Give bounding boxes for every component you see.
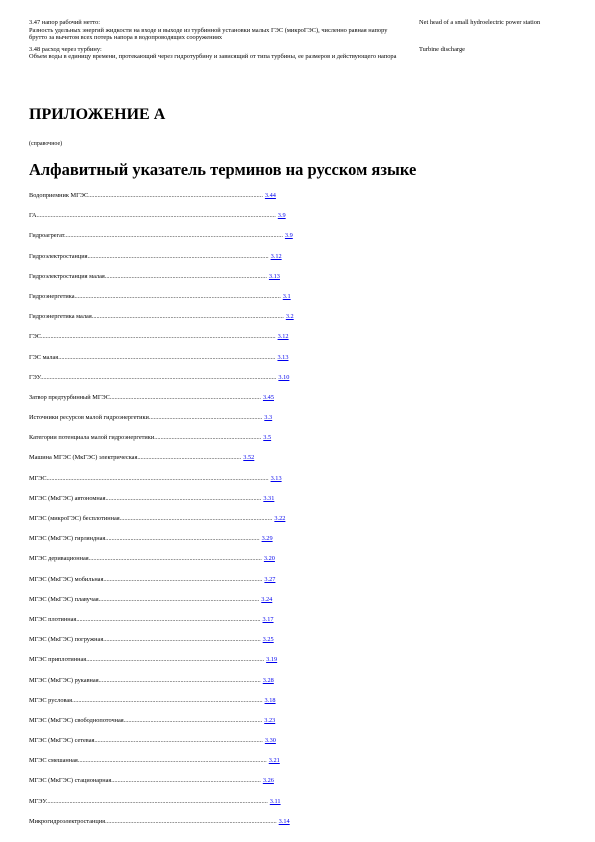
index-leader-dots: ................................................................................................... [105, 494, 262, 502]
index-leader-dots: ........................................................................ [148, 414, 263, 422]
index-leader-dots: ...................................................................................................... [98, 595, 260, 603]
index-ref-link[interactable]: 3.14 [278, 817, 290, 825]
index-term: МГЭС (МкГЭС) мобильная [29, 575, 104, 583]
index-ref-link[interactable]: 3.23 [264, 716, 276, 724]
index-ref-link[interactable]: 3.13 [277, 353, 289, 361]
index-leader-dots: ................................................................................................ [109, 393, 261, 401]
index-ref-link[interactable]: 3.10 [278, 373, 290, 381]
appendix-title: ПРИЛОЖЕНИЕ А [29, 106, 166, 123]
index-entry [29, 596, 569, 616]
index-leader-dots: ....................................................................................................... [98, 676, 261, 684]
index-entry [29, 717, 569, 737]
index-entry [29, 576, 569, 596]
index-leader-dots: .................................................................................................... [103, 636, 261, 644]
index-term: Гидроагрегат [29, 232, 65, 240]
index-leader-dots: ................................................................................................. [119, 515, 273, 522]
index-leader-dots: .......................................................................................................................................... [58, 353, 276, 361]
index-entry [29, 616, 569, 636]
term-definition: Разность удельных энергий жидкости на входе и выходе из турбинной установки малых ГЭС (микроГЭС), численно равная напору брутто за вычетом всех потерь напора в водопроводящих сооружениях [29, 26, 388, 42]
index-leader-dots: .................................................................................................. [105, 535, 260, 543]
index-term: Источники ресурсов малой гидроэнергетики [29, 414, 149, 422]
index-ref-link[interactable]: 3.52 [243, 454, 255, 462]
term-english: Net head of a small hydroelectric power station [419, 19, 541, 26]
index-term: МГЭС смешанная [29, 757, 78, 765]
index-term: МГЭС (МкГЭС) погружная [29, 636, 104, 644]
index-leader-dots: ................................................................................................................... [87, 252, 269, 260]
index-leader-dots: ..................................................................................................................... [76, 615, 261, 623]
index-term: МГЭС плотинная [29, 615, 77, 623]
index-ref-link[interactable]: 3.9 [284, 232, 293, 240]
index-entry [29, 495, 569, 515]
index-term: МГЭС (микроГЭС) бесплотинная [29, 515, 120, 522]
index-entry [29, 192, 569, 212]
index-leader-dots: ........................................................................................................................ [77, 757, 267, 765]
index-ref-link[interactable]: 3.44 [264, 192, 276, 199]
index-leader-dots: ............................................................................................................. [105, 817, 277, 825]
index-term: Гидроэнергетика малая [29, 313, 92, 321]
index-term: Микрогидроэлектростанция [29, 817, 106, 825]
index-entry [29, 555, 569, 575]
index-entry [29, 798, 569, 818]
index-term: МГЭС приплотинная [29, 656, 87, 664]
index-term: ГЭУ [29, 373, 41, 381]
index-term: Водоприемник МГЭС [29, 192, 89, 199]
terms-table [29, 19, 569, 61]
index-ref-link[interactable]: 3.12 [277, 333, 289, 341]
index-term: МГЭС (МкГЭС) свободнопоточная [29, 716, 124, 724]
index-term: МГЭС (МкГЭС) сетевая [29, 737, 95, 745]
index-term: ГА [29, 212, 37, 220]
index-entry [29, 293, 569, 313]
index-entry [29, 394, 569, 414]
index-ref-link[interactable]: 3.20 [263, 555, 275, 563]
index-term: МГЭС деривационная [29, 555, 89, 563]
index-ref-link[interactable]: 3.1 [282, 292, 291, 300]
index-ref-link[interactable]: 3.13 [270, 474, 282, 482]
index-leader-dots: ............................................................................................................... [88, 192, 263, 199]
index-leader-dots: ........................................................................................................................................................ [36, 212, 276, 220]
index-term: Гидроэлектростанция [29, 252, 88, 260]
index-leader-dots: ....................................................................................................... [104, 272, 267, 280]
index-term: Машина МГЭС (МкГЭС) электрическая [29, 454, 138, 462]
index-entry [29, 414, 569, 434]
index-ref-link[interactable]: 3.11 [269, 797, 281, 805]
index-leader-dots: ............................................................................................... [111, 777, 261, 785]
index-entry [29, 333, 569, 353]
term-definition: Объем воды в единицу времени, протекающий через гидротурбину и зависящий от типа турбины, ее размеров и действующего напора [29, 53, 397, 61]
index-leader-dots: ........................................................................................ [123, 716, 263, 724]
index-leader-dots: .............................................................................................................. [88, 555, 262, 563]
index-entry [29, 677, 569, 697]
index-term: МГЭС русловая [29, 696, 73, 704]
index-leader-dots: ......................................................................................................................... [72, 696, 263, 704]
index-ref-link[interactable]: 3.19 [266, 656, 278, 664]
index-ref-link[interactable]: 3.3 [264, 414, 273, 422]
index-entry [29, 737, 569, 757]
index-list [29, 192, 569, 838]
index-ref-link[interactable]: 3.29 [261, 535, 273, 543]
index-term: ГЭС малая [29, 353, 59, 361]
index-term: ГЭС [29, 333, 41, 341]
index-ref-link[interactable]: 3.30 [264, 737, 276, 745]
index-entry [29, 313, 569, 333]
index-leader-dots: ................................................................................................................................... [74, 292, 281, 300]
index-term: МГЭС (МкГЭС) автономная [29, 494, 106, 502]
term-ru [29, 19, 404, 42]
index-term: МГЭС (МкГЭС) плавучая [29, 595, 99, 603]
index-leader-dots: ............................................................................................................................................. [45, 797, 268, 805]
index-title: Алфавитный указатель терминов на русском языке [29, 160, 417, 179]
index-leader-dots: ...................................................................................................................................................... [40, 373, 277, 381]
index-leader-dots: .......................................................................................................................... [91, 313, 284, 321]
index-ref-link[interactable]: 3.45 [262, 393, 274, 401]
term-row [29, 46, 569, 61]
term-ru [29, 46, 404, 61]
index-entry [29, 777, 569, 797]
term-title: 3.48 расход через турбину: [29, 45, 102, 53]
index-ref-link[interactable]: 3.18 [264, 696, 276, 704]
index-term: МГЭС (МкГЭС) гирляндная [29, 535, 106, 543]
index-entry [29, 656, 569, 676]
term-row [29, 19, 569, 42]
index-entry [29, 374, 569, 394]
index-entry [29, 253, 569, 273]
index-ref-link[interactable]: 3.21 [268, 757, 280, 765]
index-ref-link[interactable]: 3.26 [262, 777, 274, 785]
index-leader-dots: .................................................................. [137, 454, 242, 462]
index-leader-dots: ..................................................................................................... [103, 575, 263, 583]
index-term: МГЭС (МкГЭС) рукавная [29, 676, 99, 684]
index-leader-dots: ........................................................................................................................................... [64, 232, 283, 240]
index-leader-dots: ..................................................................................................................................................... [41, 333, 276, 341]
index-entry [29, 434, 569, 454]
index-entry [29, 515, 569, 535]
index-ref-link[interactable]: 3.22 [274, 515, 286, 522]
index-entry [29, 818, 569, 838]
index-ref-link[interactable]: 3.17 [262, 615, 274, 623]
index-entry [29, 232, 569, 252]
index-ref-link[interactable]: 3.12 [270, 252, 282, 260]
index-ref-link[interactable]: 3.13 [268, 272, 280, 280]
index-entry [29, 475, 569, 495]
index-term: МГЭУ [29, 797, 46, 805]
index-entry [29, 757, 569, 777]
index-ref-link[interactable]: 3.27 [264, 575, 276, 583]
index-entry [29, 697, 569, 717]
index-term: МГЭС [29, 474, 47, 482]
term-english: Turbine discharge [419, 45, 465, 53]
index-ref-link[interactable]: 3.9 [277, 212, 286, 220]
index-term: Затвор предтурбинный МГЭС [29, 393, 110, 401]
index-entry [29, 535, 569, 555]
index-entry [29, 273, 569, 293]
index-leader-dots: ............................................................................................................................................. [46, 474, 269, 482]
index-leader-dots: ........................................................................................................... [94, 737, 263, 745]
appendix-note: (справочное) [29, 141, 63, 147]
index-ref-link[interactable]: 3.2 [285, 313, 294, 321]
index-leader-dots: ................................................................................................................. [86, 656, 265, 664]
index-term: Категории потенциала малой гидроэнергетики [29, 434, 155, 442]
index-entry [29, 354, 569, 374]
index-ref-link[interactable]: 3.31 [263, 494, 275, 502]
index-ref-link[interactable]: 3.28 [262, 676, 274, 684]
term-title: 3.47 напор рабочий нетто: [29, 19, 101, 26]
index-ref-link[interactable]: 3.25 [262, 636, 274, 644]
index-ref-link[interactable]: 3.24 [261, 595, 273, 603]
index-term: Гидроэнергетика [29, 292, 75, 300]
index-entry [29, 212, 569, 232]
index-ref-link[interactable]: 3.5 [263, 434, 272, 442]
index-term: МГЭС (МкГЭС) стационарная [29, 777, 112, 785]
index-leader-dots: .................................................................... [154, 434, 262, 442]
index-term: Гидроэлектростанция малая [29, 272, 105, 280]
index-entry [29, 454, 569, 474]
index-entry [29, 636, 569, 656]
